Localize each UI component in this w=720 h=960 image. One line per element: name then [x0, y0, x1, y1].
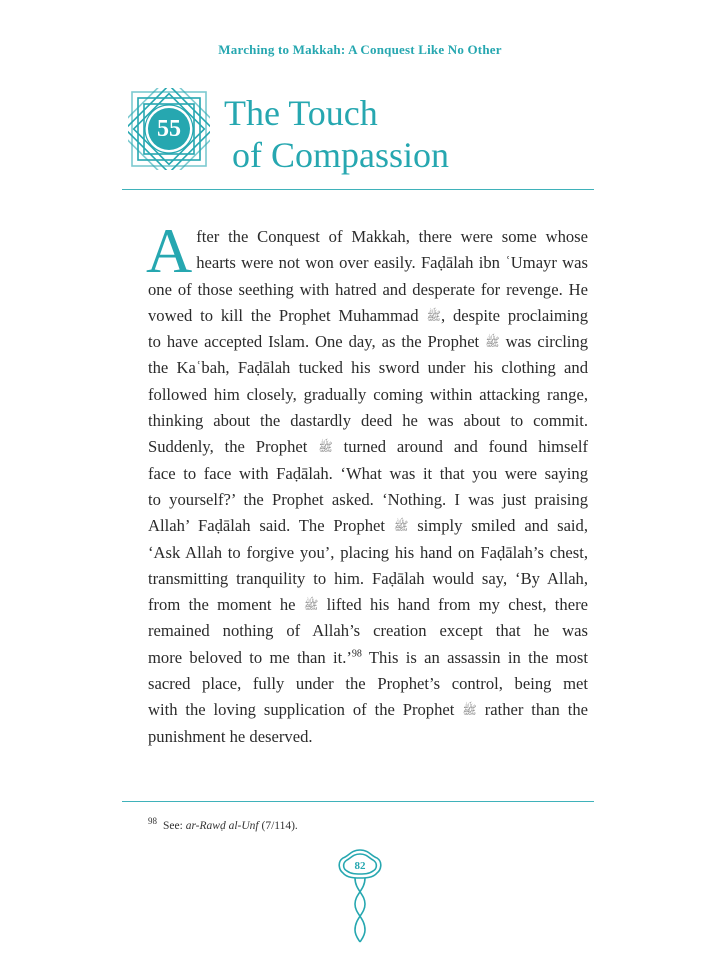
body-line — [148, 697, 588, 723]
page-number: 82 — [354, 860, 366, 872]
chapter-title — [224, 92, 449, 176]
chapter-title-line-2: of Compassion — [232, 135, 450, 175]
body-line — [148, 645, 588, 671]
body-line — [148, 434, 588, 460]
body-line-segment: vowed to kill the Prophet Muhammad — [148, 305, 419, 325]
body-line-segment: This is an assassin in the most — [361, 647, 589, 667]
body-line: ‘Ask Allah to forgive you’, placing his hand on Faḍālah’s chest, — [148, 542, 588, 562]
page-number-ornament — [333, 846, 387, 946]
footnote — [148, 816, 298, 832]
salutation-icon: ﷺ — [462, 703, 477, 718]
chapter-number-emblem — [128, 88, 210, 170]
body-line: sacred place, fully under the Prophet’s control, being met — [148, 674, 588, 694]
body-line — [148, 329, 588, 355]
body-line: remained nothing of Allah’s creation except that he was — [148, 621, 588, 641]
body-line-segment: Suddenly, the Prophet — [148, 437, 308, 457]
body-line: followed him closely, gradually coming within attacking range, — [148, 384, 588, 404]
salutation-icon: ﷺ — [485, 335, 500, 350]
body-line-segment: , despite proclaiming — [440, 305, 588, 325]
body-line-segment: more beloved to me than it.’ — [148, 647, 352, 667]
running-head: Marching to Makkah: A Conquest Like No Other — [218, 42, 502, 57]
body-paragraph — [146, 215, 589, 750]
title-divider — [122, 189, 594, 190]
body-line: transmitting tranquility to him. Faḍālah would say, ‘By Allah, — [148, 568, 588, 588]
body-line-segment: from the moment he — [148, 595, 296, 615]
body-line: hearts were not won over easily. Faḍālah ibn ʿUmayr was — [196, 253, 588, 273]
body-line — [148, 592, 588, 618]
body-line: one of those seething with hatred and desperate for revenge. He — [148, 279, 588, 299]
body-line — [148, 513, 588, 539]
body-line: punishment he deserved. — [148, 726, 313, 746]
body-line-segment: Allah’ Faḍālah said. The Prophet — [148, 516, 386, 536]
salutation-icon: ﷺ — [303, 598, 319, 613]
footnote-suffix: (7/114). — [258, 819, 298, 832]
body-line-segment: with the loving supplication of the Prophet — [148, 700, 455, 720]
footnote-prefix: See: — [163, 819, 186, 832]
body-line-segment: lifted his hand from my chest, there — [326, 595, 588, 615]
footnote-source-title: ar-Rawḍ al-Unf — [185, 819, 259, 832]
body-line-segment: rather than the — [484, 700, 589, 720]
footnote-marker: 98 — [148, 816, 157, 826]
body-line — [148, 303, 588, 329]
footnote-reference[interactable]: 98 — [351, 648, 362, 660]
chapter-title-line-1: The Touch — [224, 93, 378, 133]
salutation-icon: ﷺ — [393, 519, 409, 534]
body-line: the Kaʿbah, Faḍālah tucked his sword under his clothing and — [148, 358, 588, 378]
chapter-number: 55 — [157, 116, 181, 142]
footnote-divider — [122, 801, 594, 802]
body-line: face to face with Faḍālah. ‘What was it that you were saying — [148, 463, 588, 483]
body-line: to yourself?’ the Prophet asked. ‘Nothing. I was just praising — [148, 489, 588, 509]
body-line-segment: to have accepted Islam. One day, as the Prophet — [148, 332, 480, 352]
salutation-icon: ﷺ — [318, 440, 333, 455]
salutation-icon: ﷺ — [426, 308, 441, 323]
body-line-segment: turned around and found himself — [343, 437, 589, 457]
body-line: fter the Conquest of Makkah, there were some whose — [196, 227, 588, 246]
body-line: thinking about the dastardly deed he was about to commit. — [148, 411, 588, 431]
body-line-segment: simply smiled and said, — [417, 516, 588, 536]
body-line-segment: was circling — [505, 332, 589, 352]
drop-cap: A — [146, 215, 193, 286]
